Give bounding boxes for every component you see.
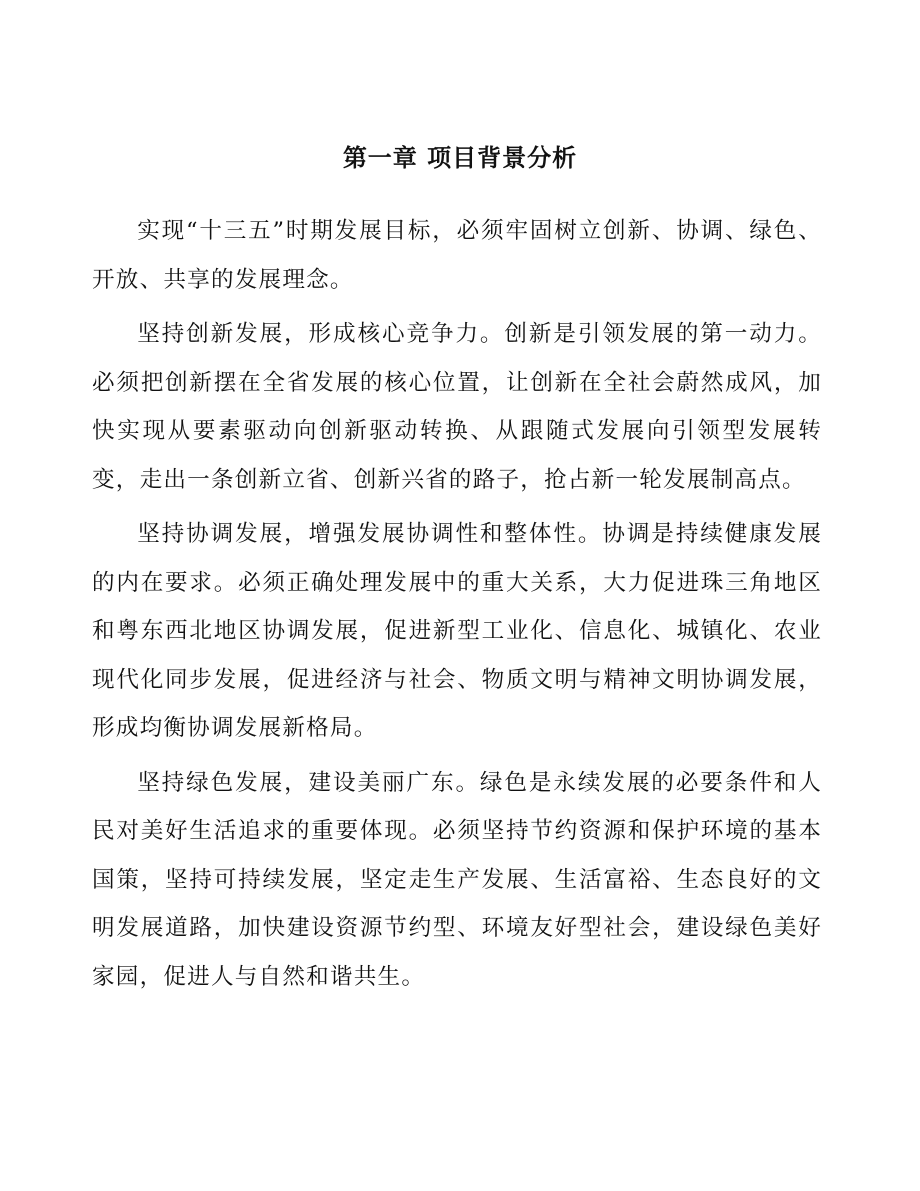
paragraph-coordination: 坚持协调发展，增强发展协调性和整体性。协调是持续健康发展的内在要求。必须正确处理发展中的重大关系，大力促进珠三角地区和粤东西北地区协调发展，促进新型工业化、信息化、城镇化、农业现代化同步发展，促进经济与社会、物质文明与精神文明协调发展，形成均衡协调发展新格局。	[92, 521, 822, 741]
paragraph-green: 坚持绿色发展，建设美丽广东。绿色是永续发展的必要条件和人民对美好生活追求的重要体现。必须坚持节约资源和保护环境的基本国策，坚持可持续发展，坚定走生产发展、生活富裕、生态良好的文明发展道路，加快建设资源节约型、环境友好型社会，建设绿色美好家园，促进人与自然和谐共生。	[92, 769, 822, 990]
chapter-title: 第一章 项目背景分析	[342, 144, 578, 172]
document-body	[92, 207, 822, 1007]
paragraph-intro: 实现“十三五”时期发展目标，必须牢固树立创新、协调、绿色、开放、共享的发展理念。	[92, 218, 822, 293]
paragraph-innovation: 坚持创新发展，形成核心竞争力。创新是引领发展的第一动力。必须把创新摆在全省发展的核心位置，让创新在全社会蔚然成风，加快实现从要素驱动向创新驱动转换、从跟随式发展向引领型发展转变，走出一条创新立省、创新兴省的路子，抢占新一轮发展制高点。	[92, 321, 822, 493]
